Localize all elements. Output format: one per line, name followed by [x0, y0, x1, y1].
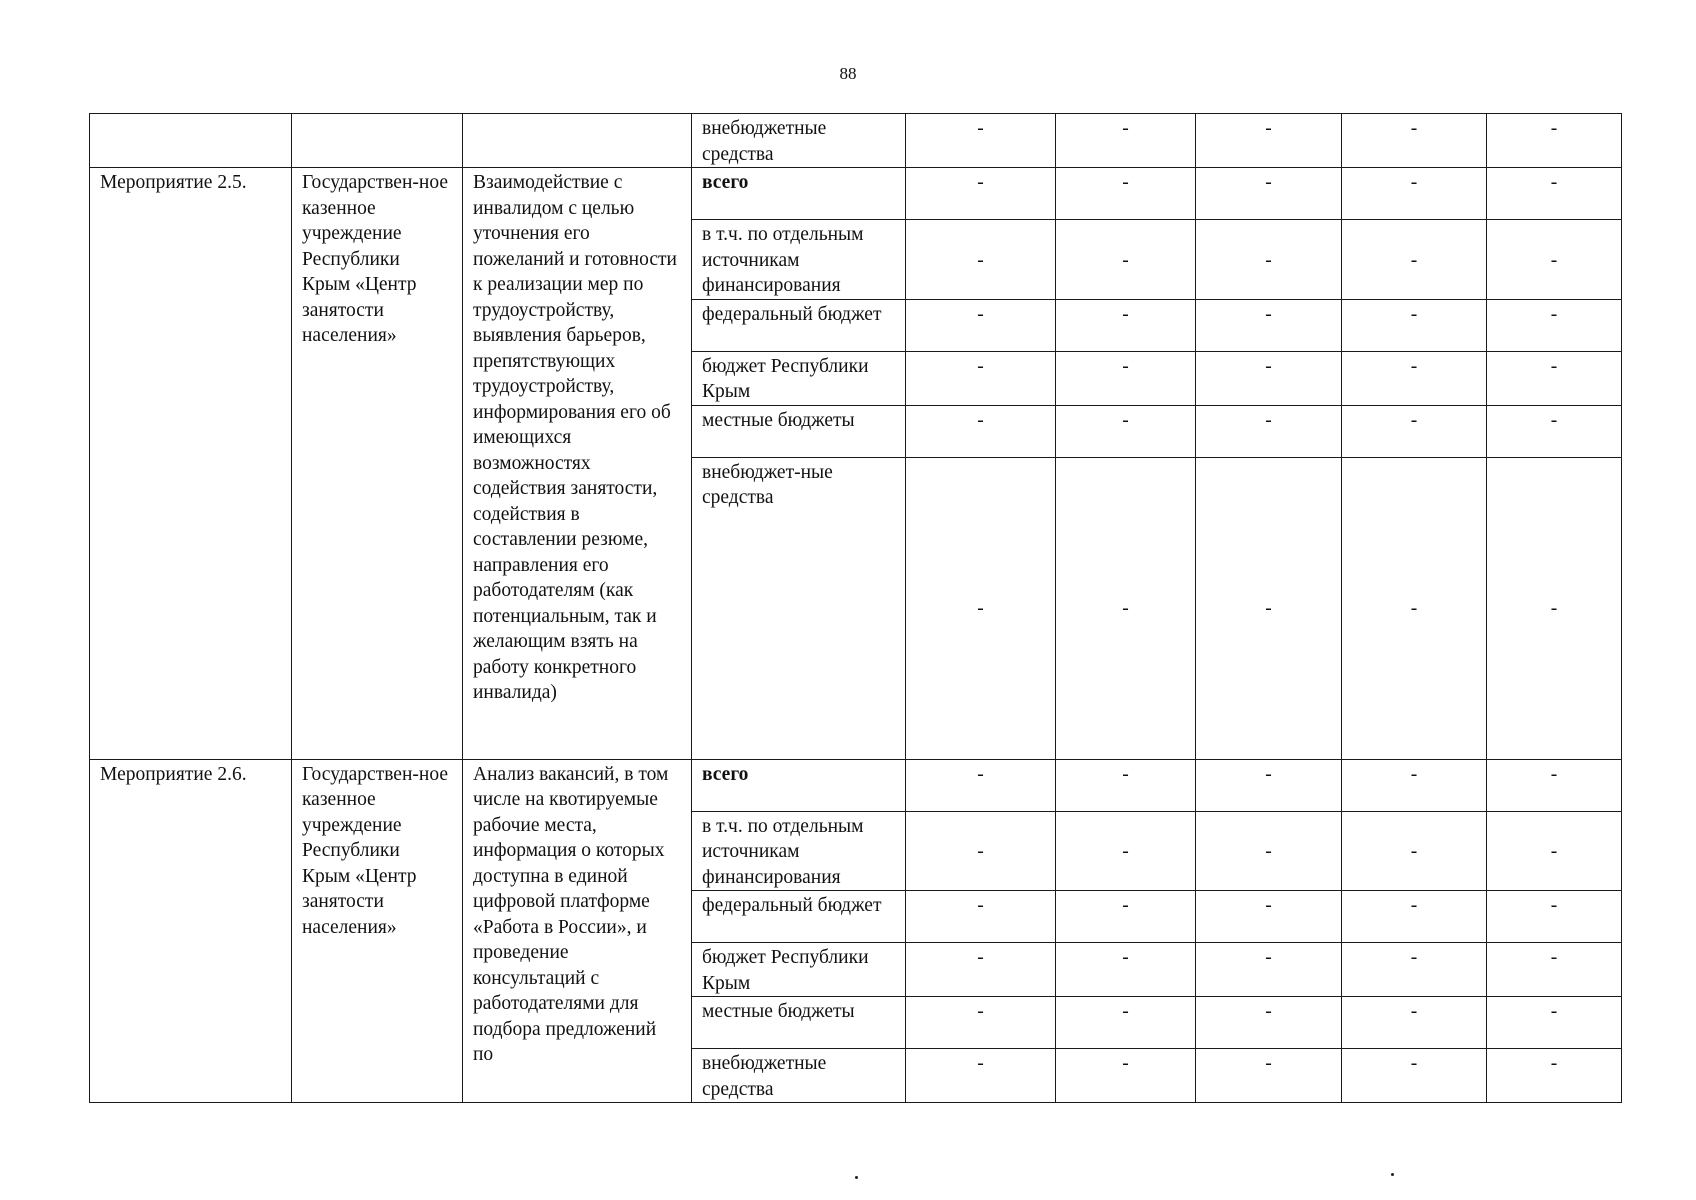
- value-cell: -: [1487, 405, 1622, 457]
- funding-source-cell: внебюджетные средства: [692, 1049, 906, 1103]
- event-name-cell: Мероприятие 2.5.: [90, 168, 292, 760]
- value-cell: -: [1342, 457, 1487, 759]
- value-cell: -: [1342, 811, 1487, 891]
- funding-source-cell: федеральный бюджет: [692, 891, 906, 943]
- value-cell: -: [1196, 811, 1342, 891]
- value-cell: -: [906, 457, 1056, 759]
- value-cell: -: [1196, 943, 1342, 997]
- value-cell: -: [1342, 405, 1487, 457]
- value-cell: -: [906, 891, 1056, 943]
- value-cell: -: [1196, 457, 1342, 759]
- value-cell: -: [1196, 759, 1342, 811]
- value-cell: -: [906, 997, 1056, 1049]
- description-cell: Взаимодействие с инвалидом с целью уточнения его пожеланий и готовности к реализации мер по трудоустройству, выявления барьеров, препятствующих трудоустройству, информирования его об имеющихся возможностях содействия занятости, содействия в составлении резюме, направления его работодателям (как потенциальным, так и желающим взять на работу конкретного инвалида): [463, 168, 692, 760]
- value-cell: -: [1196, 220, 1342, 300]
- value-cell: -: [906, 351, 1056, 405]
- value-cell: -: [1196, 168, 1342, 220]
- value-cell: -: [1056, 891, 1196, 943]
- value-cell: -: [1196, 1049, 1342, 1103]
- funding-source-cell: федеральный бюджет: [692, 299, 906, 351]
- funding-source-cell: местные бюджеты: [692, 997, 906, 1049]
- value-cell: -: [1342, 114, 1487, 168]
- value-cell: -: [1487, 220, 1622, 300]
- event-name-cell: [90, 114, 292, 168]
- value-cell: -: [1487, 997, 1622, 1049]
- value-cell: -: [906, 405, 1056, 457]
- value-cell: -: [1196, 351, 1342, 405]
- program-table: [89, 113, 1622, 1103]
- funding-source-cell: внебюджет-ные средства: [692, 457, 906, 759]
- value-cell: -: [1056, 405, 1196, 457]
- executor-cell: Государствен-ное казенное учреждение Республики Крым «Центр занятости населения»: [292, 759, 463, 1103]
- value-cell: -: [1056, 811, 1196, 891]
- funding-source-cell: всего: [692, 759, 906, 811]
- value-cell: -: [1487, 351, 1622, 405]
- value-cell: -: [1487, 891, 1622, 943]
- funding-source-cell: местные бюджеты: [692, 405, 906, 457]
- value-cell: -: [1342, 168, 1487, 220]
- funding-source-cell: всего: [692, 168, 906, 220]
- value-cell: -: [1196, 891, 1342, 943]
- value-cell: -: [1487, 759, 1622, 811]
- value-cell: -: [906, 1049, 1056, 1103]
- value-cell: -: [1056, 299, 1196, 351]
- value-cell: -: [906, 168, 1056, 220]
- value-cell: -: [906, 299, 1056, 351]
- value-cell: -: [1342, 299, 1487, 351]
- value-cell: -: [1196, 405, 1342, 457]
- event-name-cell: Мероприятие 2.6.: [90, 759, 292, 1103]
- value-cell: -: [1487, 168, 1622, 220]
- value-cell: -: [906, 220, 1056, 300]
- value-cell: -: [1196, 997, 1342, 1049]
- funding-source-cell: внебюджетные средства: [692, 114, 906, 168]
- value-cell: -: [1056, 220, 1196, 300]
- value-cell: -: [1487, 1049, 1622, 1103]
- value-cell: -: [1342, 997, 1487, 1049]
- value-cell: -: [1342, 759, 1487, 811]
- description-cell: [463, 114, 692, 168]
- value-cell: -: [1487, 943, 1622, 997]
- value-cell: -: [1056, 759, 1196, 811]
- value-cell: -: [1056, 943, 1196, 997]
- page-number: 88: [839, 64, 857, 83]
- value-cell: -: [906, 811, 1056, 891]
- table-row: [90, 759, 1622, 811]
- executor-cell: [292, 114, 463, 168]
- description-cell: Анализ вакансий, в том числе на квотируемые рабочие места, информация о которых доступна в единой цифровой платформе «Работа в России», и проведение консультаций с работодателями для подбора предложений по: [463, 759, 692, 1103]
- executor-cell: Государствен-ное казенное учреждение Республики Крым «Центр занятости населения»: [292, 168, 463, 760]
- value-cell: -: [1056, 168, 1196, 220]
- value-cell: -: [1056, 1049, 1196, 1103]
- value-cell: -: [1196, 299, 1342, 351]
- value-cell: -: [1487, 457, 1622, 759]
- value-cell: -: [1342, 943, 1487, 997]
- value-cell: -: [1342, 351, 1487, 405]
- value-cell: -: [1487, 114, 1622, 168]
- value-cell: -: [1056, 114, 1196, 168]
- funding-source-cell: в т.ч. по отдельным источникам финансирования: [692, 811, 906, 891]
- funding-source-cell: бюджет Республики Крым: [692, 943, 906, 997]
- funding-source-cell: в т.ч. по отдельным источникам финансирования: [692, 220, 906, 300]
- value-cell: -: [1056, 351, 1196, 405]
- value-cell: -: [1056, 997, 1196, 1049]
- value-cell: -: [906, 943, 1056, 997]
- funding-source-cell: бюджет Республики Крым: [692, 351, 906, 405]
- value-cell: -: [906, 759, 1056, 811]
- value-cell: -: [1487, 811, 1622, 891]
- value-cell: -: [1056, 457, 1196, 759]
- scan-speck: [1391, 1173, 1394, 1176]
- scan-speck: [855, 1176, 858, 1179]
- value-cell: -: [906, 114, 1056, 168]
- value-cell: -: [1196, 114, 1342, 168]
- value-cell: -: [1487, 299, 1622, 351]
- value-cell: -: [1342, 1049, 1487, 1103]
- value-cell: -: [1342, 220, 1487, 300]
- table-row: [90, 168, 1622, 220]
- table-row: [90, 114, 1622, 168]
- value-cell: -: [1342, 891, 1487, 943]
